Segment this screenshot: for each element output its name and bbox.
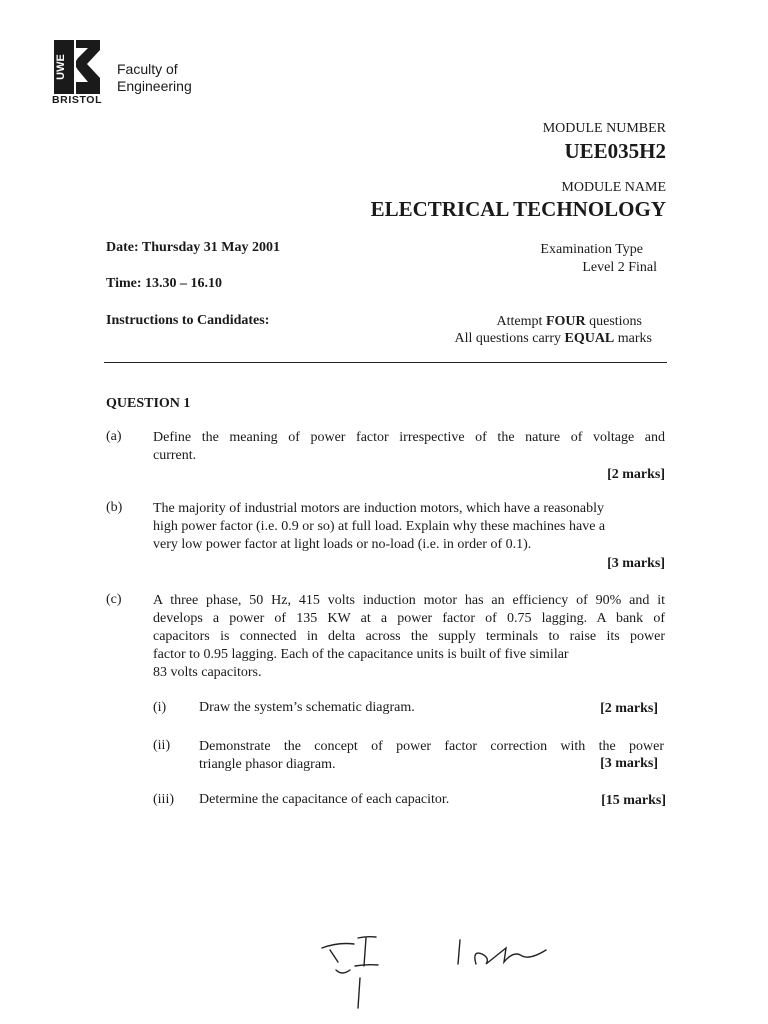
- part-c-iii-text: Determine the capacitance of each capacitor.: [199, 792, 450, 807]
- part-c-ii-line1: Demonstrate the concept of power factor correction with the power: [199, 739, 664, 754]
- module-name: ELECTRICAL TECHNOLOGY: [370, 197, 666, 221]
- part-c-line1: A three phase, 50 Hz, 415 volts induction motor has an efficiency of 90% and it: [153, 593, 665, 608]
- part-c-line4: factor to 0.95 lagging. Each of the capacitance units is built of five similar: [153, 647, 569, 662]
- handwritten-signature: [300, 920, 580, 1020]
- faculty-line2: Engineering: [117, 78, 192, 94]
- date-value: Thursday 31 May 2001: [141, 240, 280, 255]
- faculty-name: [117, 61, 192, 95]
- part-c-ii-marks: [3 marks]: [600, 756, 658, 771]
- part-a-marks: [2 marks]: [607, 467, 665, 482]
- carry-bold: EQUAL: [564, 331, 615, 346]
- exam-date: [106, 240, 280, 256]
- part-c-ii-text: [199, 738, 664, 774]
- carry-pre: All questions carry: [454, 331, 565, 346]
- faculty-line1: Faculty of: [117, 61, 178, 77]
- module-number-label: MODULE NUMBER: [542, 121, 666, 136]
- bristol-label: BRISTOL: [52, 94, 103, 106]
- part-b-line1: The majority of industrial motors are induction motors, which have a reasonably: [153, 501, 604, 516]
- part-c-ii-label: (ii): [153, 738, 171, 753]
- part-a-label: (a): [106, 429, 122, 444]
- exam-time: [106, 276, 222, 292]
- time-label: Time:: [106, 276, 142, 291]
- part-b-line2: high power factor (i.e. 0.9 or so) at full load. Explain why these machines have a: [153, 519, 606, 534]
- logo-text: UWE: [55, 54, 67, 80]
- part-b-label: (b): [106, 500, 123, 515]
- part-c-i-text: Draw the system’s schematic diagram.: [199, 700, 415, 715]
- part-b-marks: [3 marks]: [607, 556, 665, 571]
- question-title: QUESTION 1: [106, 396, 191, 411]
- module-name-label: MODULE NAME: [561, 180, 666, 195]
- part-c-ii-line2: triangle phasor diagram.: [199, 757, 336, 772]
- part-c-i-marks: [2 marks]: [600, 701, 658, 716]
- part-c-i-label: (i): [153, 700, 167, 715]
- part-c-iii-label: (iii): [153, 792, 174, 807]
- exam-type-label: Examination Type: [540, 242, 643, 257]
- part-a-line1: Define the meaning of power factor irrespective of the nature of voltage and: [153, 430, 665, 445]
- part-a-text: [153, 429, 665, 465]
- part-c-line2: develops a power of 135 KW at a power factor of 0.75 lagging. A bank of: [153, 611, 665, 626]
- part-a-line2: current.: [153, 448, 197, 463]
- exam-type: Level 2 Final: [582, 260, 657, 275]
- uwe-logo: [54, 40, 100, 94]
- header-divider: [104, 362, 667, 363]
- date-label: Date:: [106, 240, 139, 255]
- attempt-count: FOUR: [545, 314, 586, 329]
- attempt-post: questions: [585, 314, 642, 329]
- equal-marks-instruction: [454, 331, 652, 347]
- part-c-line3: capacitors is connected in delta across the supply terminals to raise its power: [153, 629, 665, 644]
- part-c-label: (c): [106, 592, 122, 607]
- part-b-line3: very low power factor at light loads or no-load (i.e. in order of 0.1).: [153, 537, 532, 552]
- part-c-iii-marks: [15 marks]: [601, 793, 666, 808]
- uwe-logo-graphic: [54, 40, 100, 94]
- part-c-text: [153, 592, 665, 682]
- part-b-text: [153, 500, 665, 554]
- part-c-line5: 83 volts capacitors.: [153, 665, 262, 680]
- carry-post: marks: [614, 331, 652, 346]
- attempt-instruction: [497, 314, 642, 330]
- attempt-pre: Attempt: [496, 314, 546, 329]
- time-value: 13.30 – 16.10: [145, 276, 223, 291]
- module-number: UEE035H2: [564, 139, 666, 163]
- instructions-label: Instructions to Candidates:: [106, 313, 270, 328]
